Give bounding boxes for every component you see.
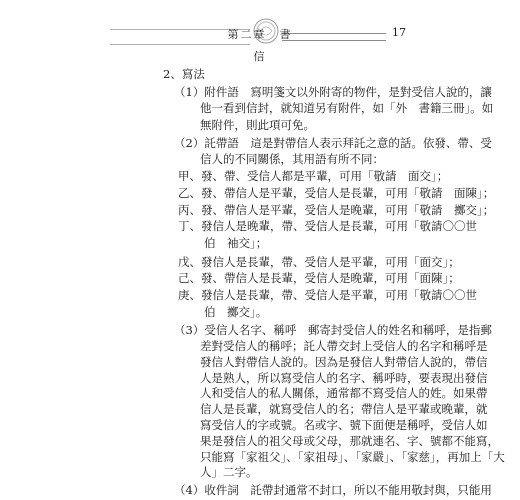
text-line: 人和受信人的私人關係，通常都不寫受信人的姓。如果帶 [200,386,488,401]
text-line: （2）託帶語 這是對帶信人表示拜託之意的話。依發、帶、受 [174,135,492,150]
text-line: 他一看到信封，就知道另有附件，如「外 書籍三冊」。如 [200,101,494,116]
list-item: 丙、發、帶信人是平輩，受信人是晚輩，可用「敬請 擲交」； [178,202,495,217]
text-line: （1）附件語 寫明箋文以外附寄的物件，是對受信人說的，讓 [174,84,492,99]
list-item: 己、發、帶信人是長輩，受信人是晚輩，可用「面陳」； [178,271,460,286]
text-line: 無附件，則此項可免。 [200,118,315,133]
section-title: 2、寫法 [163,67,205,81]
list-item: 乙、發、帶信人是平輩，受信人是長輩，可用「敬請 面陳」； [178,185,495,200]
text-line: 信人是長輩，就寫受信人的名；帶信人是平輩或晚輩，就 [200,402,488,417]
text-line: （4）收件詞 託帶封通常不封口，所以不能用敬封與，只能用 [174,483,492,497]
text-line: 差對受信人的稱呼；託人帶交封上受信人的名字和稱呼是 [200,339,488,354]
list-item: 丁、發信人是晚輩，帶、受信人是長輩，可用「敬請〇〇世 [178,219,477,234]
page-number: 17 [392,26,406,39]
list-item-continuation: 伯 袖交」； [204,236,268,250]
text-line: 果是發信人的祖父母或父母，那就連名、字、號都不能寫， [200,433,499,448]
list-item: 戊、發信人是長輩，帶、受信人是平輩，可用「面交」； [178,254,460,269]
text-line: 人」二字。 [200,465,258,480]
text-line: 人是熟人，所以寫受信人的名字、稱呼時，要表現出發信 [200,370,488,385]
list-item-continuation: 伯 擲交」。 [204,304,268,319]
text-line: 信人的不同關係，其用語有所不同： [200,152,384,167]
text-line: 只能寫「家祖父」、「家祖母」、「家嚴」、「家慈」，再加上「大 [200,449,505,464]
text-line: （3）受信人名字、稱呼 郵寄封受信人的姓名和稱呼，是指郵 [174,323,492,338]
list-item: 庚、發信人是長輩，帶、受信人是平輩，可用「敬請〇〇世 [178,288,477,302]
text-line: 寫受信人的字或號。名或字、號下面便是稱呼，受信人如 [200,418,488,432]
list-item: 甲、發、帶、受信人都是平輩，可用「敬請 面交」； [178,169,449,184]
text-line: 發信人對帶信人說的。因為是發信人對帶信人說的，帶信 [200,354,488,369]
chapter-title: 第二章 書 信 [227,28,306,63]
